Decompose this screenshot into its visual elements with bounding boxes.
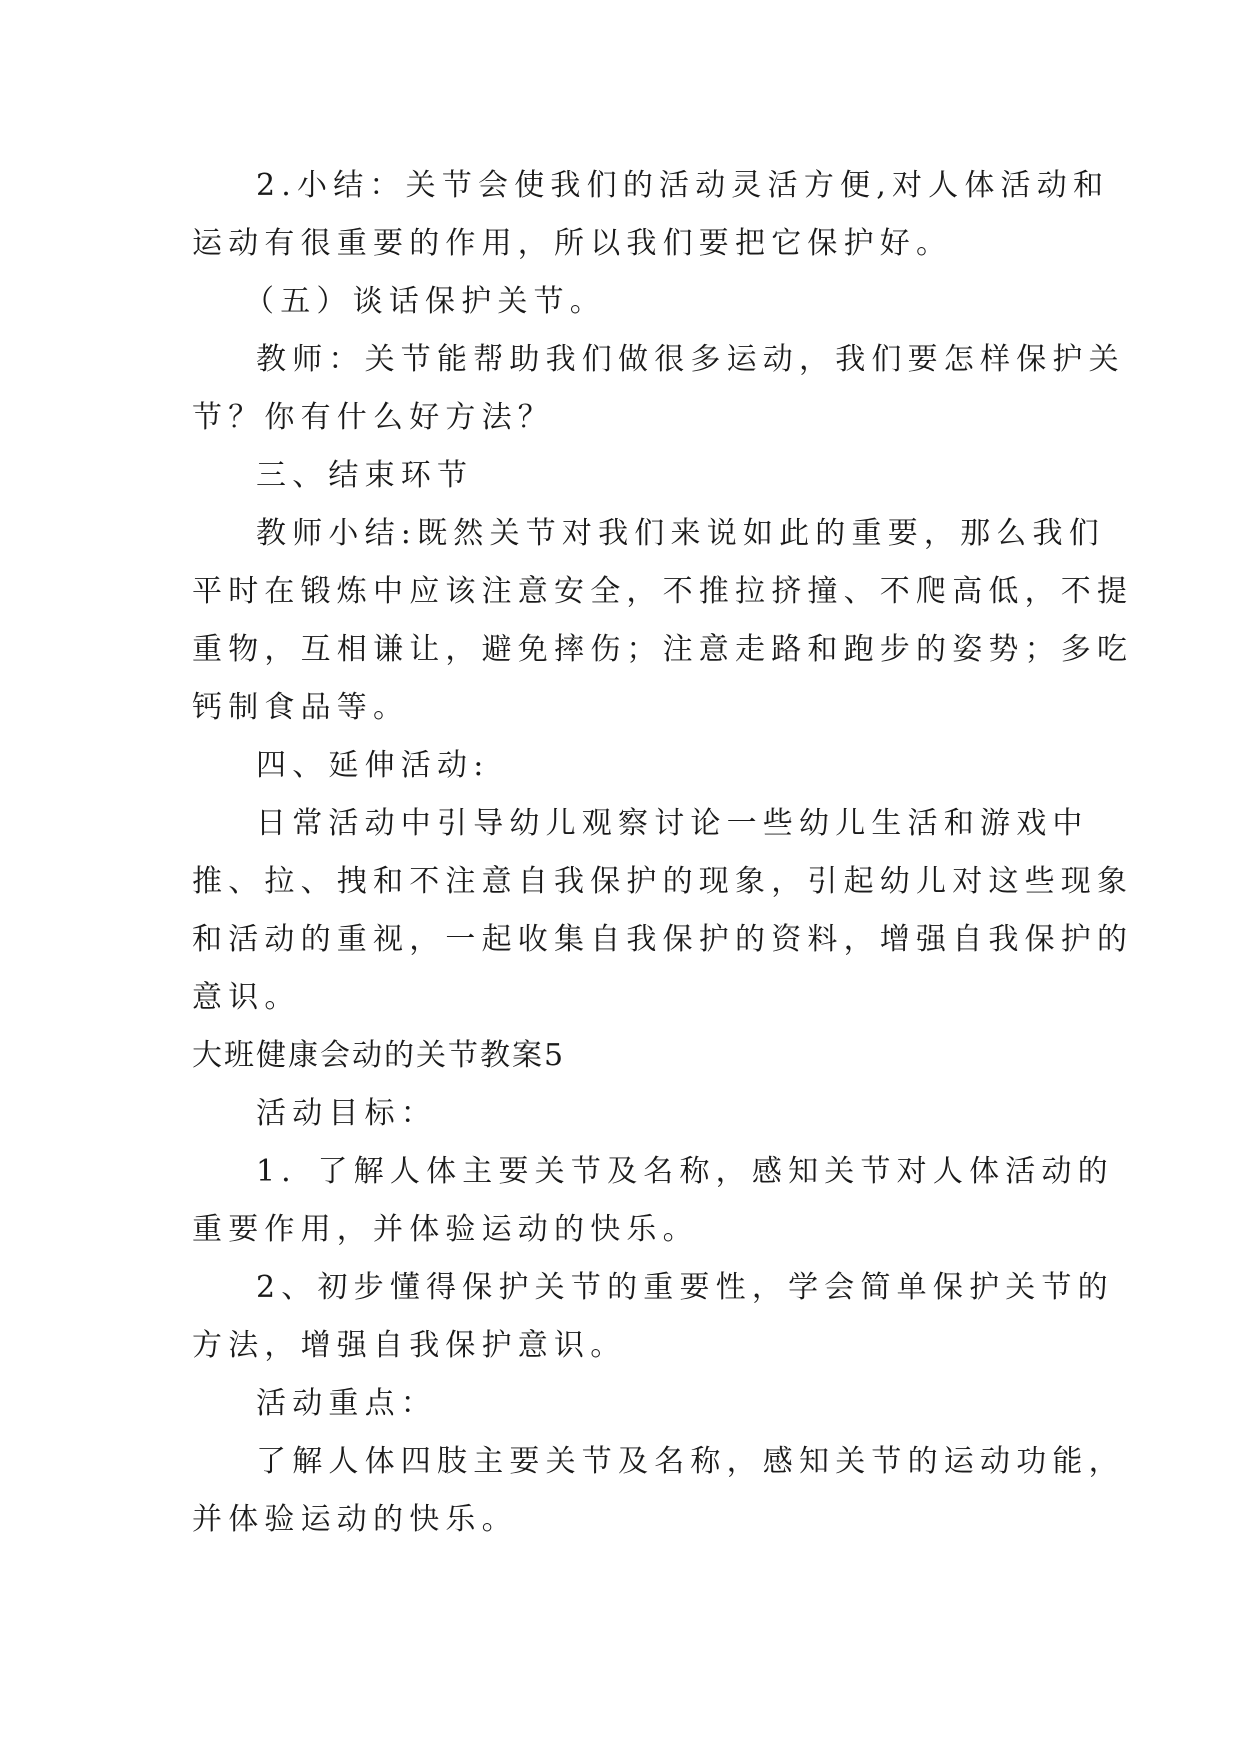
section-heading: 活动目标： (256, 1096, 437, 1131)
paragraph-line: 意识。 (192, 980, 301, 1015)
paragraph-line: 教师小结:既然关节对我们来说如此的重要，那么我们 (256, 516, 1105, 551)
paragraph-line: 重要作用，并体验运动的快乐。 (192, 1212, 699, 1247)
section-heading: 活动重点： (256, 1386, 437, 1421)
paragraph-line: 2、初步懂得保护关节的重要性，学会简单保护关节的 (256, 1270, 1114, 1305)
paragraph-line: 钙制食品等。 (192, 690, 410, 725)
paragraph-line: 了解人体四肢主要关节及名称，感知关节的运动功能， (256, 1444, 1125, 1479)
section-heading: 三、结束环节 (256, 458, 474, 493)
paragraph-line: 和活动的重视，一起收集自我保护的资料，增强自我保护的 (192, 922, 1134, 957)
paragraph-line: 节？你有什么好方法？ (192, 400, 554, 435)
paragraph-line: 重物，互相谦让，避免摔伤；注意走路和跑步的姿势；多吃 (192, 632, 1134, 667)
paragraph-line: 并体验运动的快乐。 (192, 1502, 518, 1537)
paragraph-line: 1．了解人体主要关节及名称，感知关节对人体活动的 (256, 1154, 1114, 1189)
paragraph-line: 教师：关节能帮助我们做很多运动，我们要怎样保护关 (256, 342, 1125, 377)
paragraph-line: 运动有很重要的作用，所以我们要把它保护好。 (192, 226, 953, 261)
paragraph-line: 2.小结：关节会使我们的活动灵活方便,对人体活动和 (256, 168, 1110, 203)
paragraph-line: 推、拉、拽和不注意自我保护的现象，引起幼儿对这些现象 (192, 864, 1134, 899)
paragraph-line: 方法，增强自我保护意识。 (192, 1328, 627, 1363)
section-heading: （五）谈话保护关节。 (244, 284, 606, 319)
paragraph-line: 平时在锻炼中应该注意安全，不推拉挤撞、不爬高低，不提 (192, 574, 1134, 609)
document-title: 大班健康会动的关节教案5 (192, 1038, 566, 1073)
section-heading: 四、延伸活动: (256, 748, 490, 783)
paragraph-line: 日常活动中引导幼儿观察讨论一些幼儿生活和游戏中 (256, 806, 1089, 841)
